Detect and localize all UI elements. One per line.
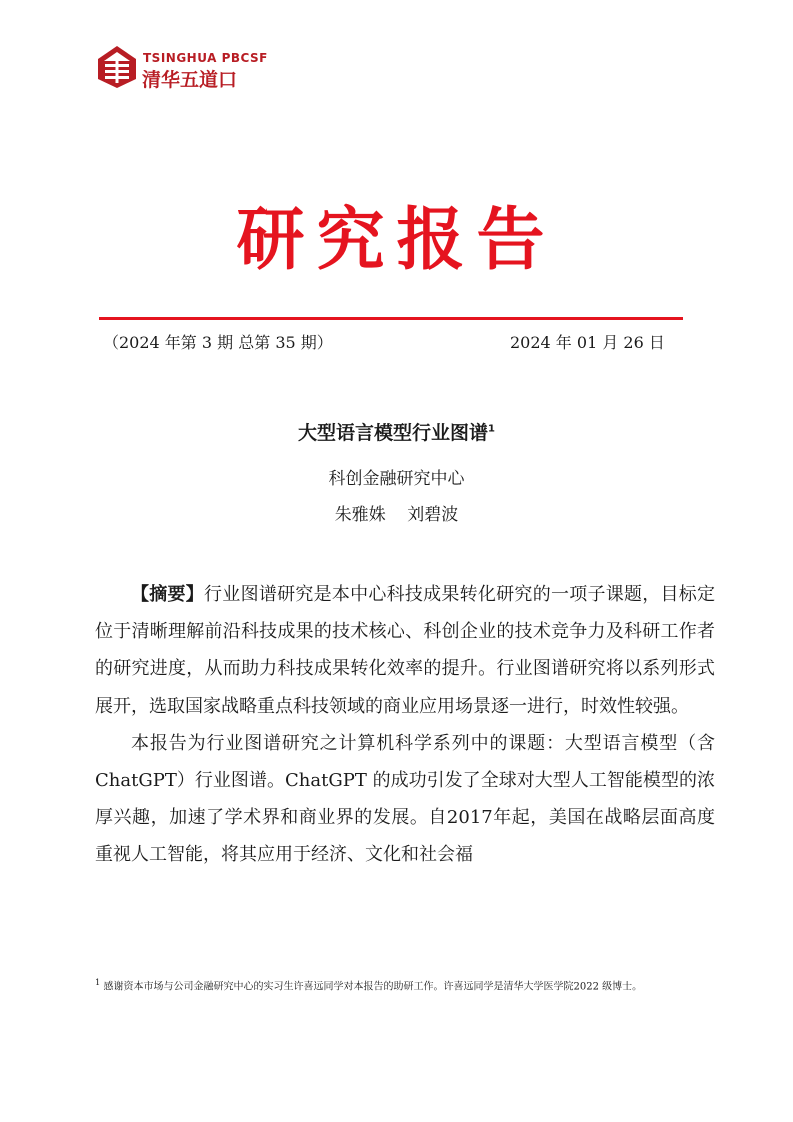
- logo-english-text: TSINGHUA PBCSF: [143, 51, 268, 65]
- issue-number: （2024 年第 3 期 总第 35 期）: [103, 333, 333, 352]
- abstract-text: 行业图谱研究是本中心科技成果转化研究的一项子课题，目标定位于清晰理解前沿科技成果的技术核心、科创企业的技术竞争力及科研工作者的研究进度，从而助力科技成果转化效率的提升。行业图谱研究将以系列形式展开，选取国家战略重点科技领域的商业应用场景逐一进行，时效性较强。: [95, 584, 716, 717]
- footnote-ref: 1: [488, 423, 495, 435]
- logo-chinese-text: 清华五道口: [142, 69, 238, 91]
- document-title: [0, 418, 793, 445]
- header-divider: [99, 317, 683, 320]
- abstract-paragraph: [95, 576, 715, 725]
- abstract-label: 【摘要】: [131, 584, 205, 605]
- research-center: 科创金融研究中心: [328, 469, 465, 489]
- tsinghua-pbcsf-logo: [97, 45, 297, 93]
- body-paragraph: 本报告为行业图谱研究之计算机科学系列中的课题：大型语言模型（含 ChatGPT）行业图谱。ChatGPT 的成功引发了全球对大型人工智能模型的浓厚兴趣，加速了学术界和商业界的发展。自2017年起，美国在战略层面高度重视人工智能，将其应用于经济、文化和社会福: [95, 732, 715, 866]
- report-type-title: 研究报告: [236, 200, 557, 280]
- body-text: [95, 576, 715, 874]
- footnote-mark: 1: [95, 977, 101, 987]
- authors: 朱雅姝 刘碧波: [334, 505, 459, 525]
- pbcsf-emblem-icon: [97, 45, 137, 89]
- footnote: [95, 974, 715, 995]
- publication-date: 2024 年 01 月 26 日: [510, 333, 665, 352]
- document-title-text: 大型语言模型行业图谱: [298, 422, 489, 444]
- footnote-text: 感谢资本市场与公司金融研究中心的实习生许喜远同学对本报告的助研工作。许喜远同学是清华大学医学院2022 级博士。: [103, 981, 643, 993]
